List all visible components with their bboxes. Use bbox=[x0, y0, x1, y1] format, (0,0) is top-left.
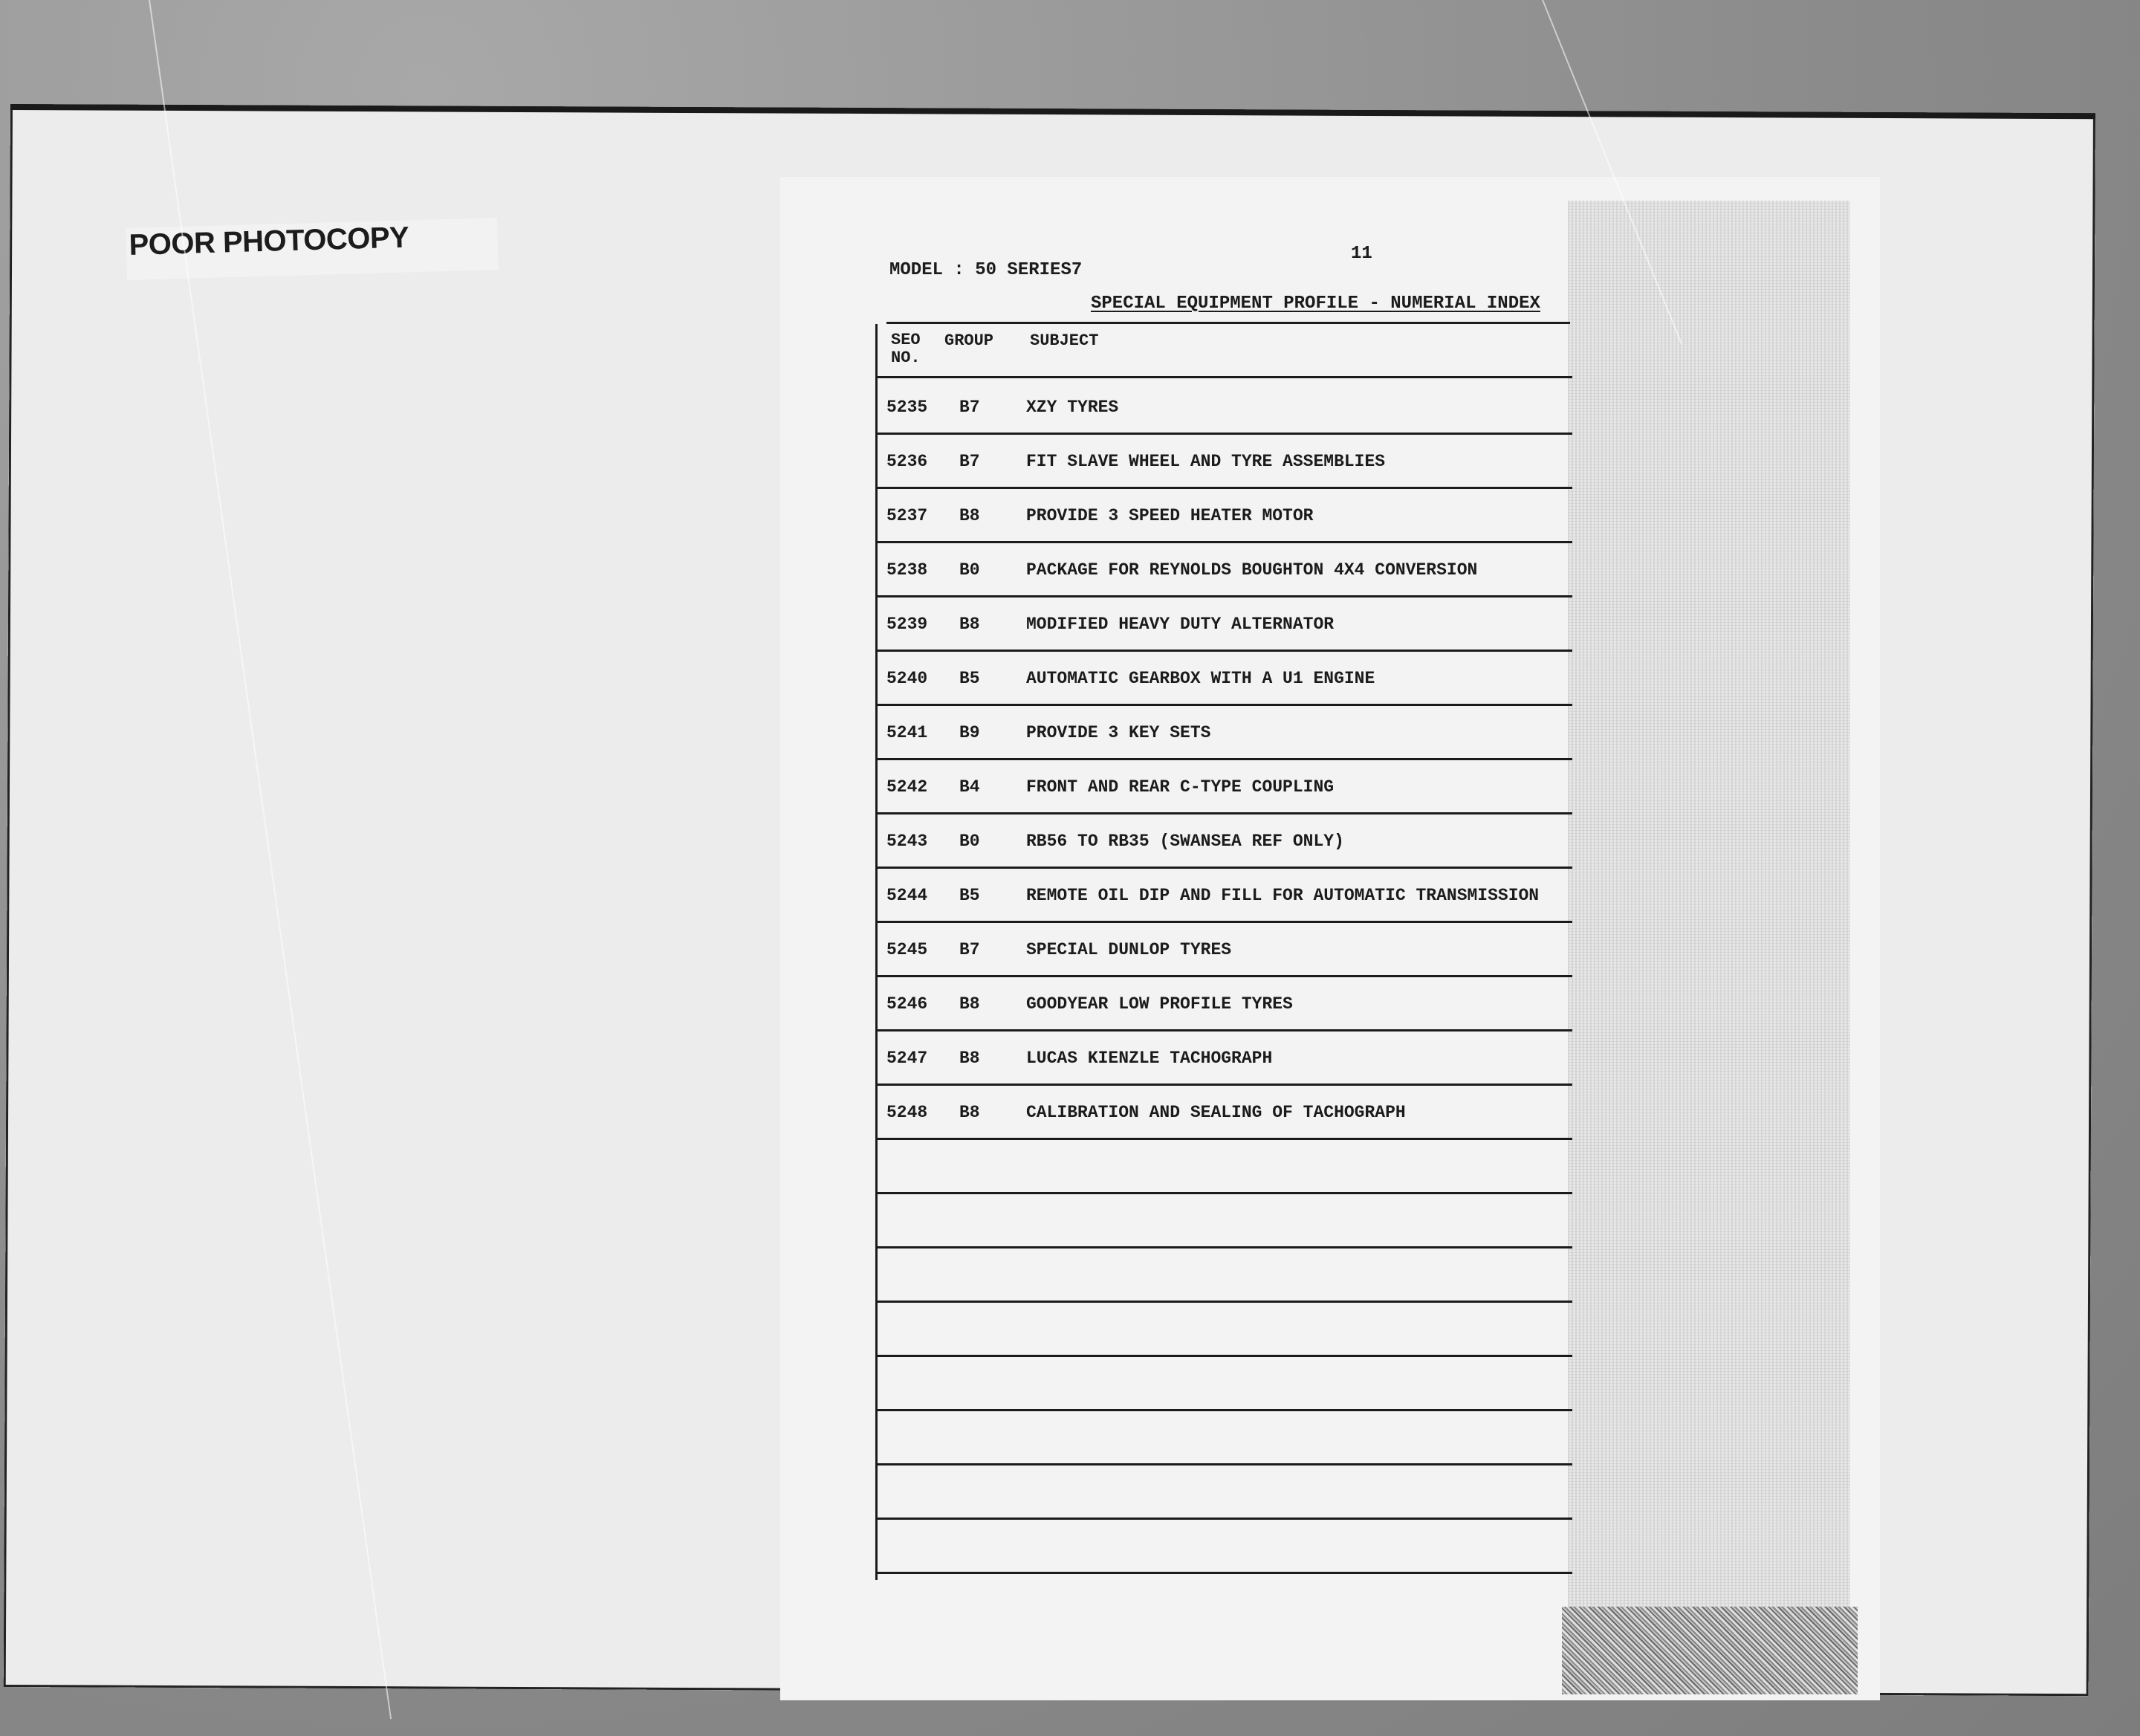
model-line: MODEL : 50 SERIES7 bbox=[889, 260, 1083, 280]
table-row bbox=[878, 1029, 1572, 1086]
subject-cell: PROVIDE 3 SPEED HEATER MOTOR bbox=[1026, 506, 1314, 525]
empty-table-row bbox=[878, 1355, 1572, 1411]
seq-number-cell: 5242 bbox=[886, 777, 928, 797]
subject-cell: SPECIAL DUNLOP TYRES bbox=[1026, 940, 1232, 959]
seq-number-cell: 5235 bbox=[886, 398, 928, 417]
empty-table-row bbox=[878, 1246, 1572, 1303]
table-row bbox=[878, 1084, 1572, 1140]
group-cell: B0 bbox=[959, 832, 980, 851]
empty-table-row bbox=[878, 1301, 1572, 1357]
table-row bbox=[878, 650, 1572, 706]
seq-number-cell: 5236 bbox=[886, 452, 928, 471]
table-row bbox=[878, 595, 1572, 652]
seq-number-cell: 5238 bbox=[886, 560, 928, 580]
table-header bbox=[878, 324, 1572, 378]
seq-number-cell: 5237 bbox=[886, 506, 928, 525]
table-row bbox=[878, 867, 1572, 923]
group-cell: B0 bbox=[959, 560, 980, 580]
header-subject: SUBJECT bbox=[1030, 331, 1099, 350]
header-seq-no: SEO NO. bbox=[891, 331, 921, 367]
subject-cell: MODIFIED HEAVY DUTY ALTERNATOR bbox=[1026, 615, 1335, 634]
subject-cell: GOODYEAR LOW PROFILE TYRES bbox=[1026, 994, 1293, 1014]
empty-table-row bbox=[878, 1518, 1572, 1574]
subject-cell: FIT SLAVE WHEEL AND TYRE ASSEMBLIES bbox=[1026, 452, 1386, 471]
subject-cell: XZY TYRES bbox=[1026, 398, 1119, 417]
seq-number-cell: 5248 bbox=[886, 1103, 928, 1122]
group-cell: B8 bbox=[959, 506, 980, 525]
group-cell: B8 bbox=[959, 615, 980, 634]
group-cell: B8 bbox=[959, 1049, 980, 1068]
subject-cell: CALIBRATION AND SEALING OF TACHOGRAPH bbox=[1026, 1103, 1406, 1122]
subject-cell: PACKAGE FOR REYNOLDS BOUGHTON 4X4 CONVERSION bbox=[1026, 560, 1478, 580]
group-cell: B5 bbox=[959, 669, 980, 688]
table-row bbox=[878, 812, 1572, 869]
seq-number-cell: 5247 bbox=[886, 1049, 928, 1068]
empty-table-row bbox=[878, 1409, 1572, 1465]
table-row bbox=[878, 704, 1572, 760]
group-cell: B5 bbox=[959, 886, 980, 905]
seq-number-cell: 5245 bbox=[886, 940, 928, 959]
seq-number-cell: 5240 bbox=[886, 669, 928, 688]
group-cell: B7 bbox=[959, 940, 980, 959]
subject-cell: REMOTE OIL DIP AND FILL FOR AUTOMATIC TRANSMISSION bbox=[1026, 886, 1540, 905]
poor-photocopy-stamp: POOR PHOTOCOPY bbox=[129, 221, 409, 262]
table-row bbox=[878, 975, 1572, 1031]
empty-table-row bbox=[878, 1192, 1572, 1248]
header-group: GROUP bbox=[944, 331, 994, 350]
subject-cell: LUCAS KIENZLE TACHOGRAPH bbox=[1026, 1049, 1273, 1068]
seq-number-cell: 5244 bbox=[886, 886, 928, 905]
table-row bbox=[878, 758, 1572, 814]
empty-table-row bbox=[878, 1138, 1572, 1194]
numerical-index-table bbox=[875, 324, 1572, 1580]
document-title: SPECIAL EQUIPMENT PROFILE - NUMERIAL INDEX bbox=[1091, 294, 1540, 314]
table-row bbox=[878, 378, 1572, 435]
subject-cell: RB56 TO RB35 (SWANSEA REF ONLY) bbox=[1026, 832, 1344, 851]
seq-number-cell: 5243 bbox=[886, 832, 928, 851]
scan-noise-patch bbox=[1562, 1607, 1858, 1694]
seq-number-cell: 5239 bbox=[886, 615, 928, 634]
subject-cell: PROVIDE 3 KEY SETS bbox=[1026, 723, 1211, 742]
seq-number-cell: 5241 bbox=[886, 723, 928, 742]
table-row bbox=[878, 487, 1572, 543]
page-number: 11 bbox=[1351, 244, 1372, 264]
group-cell: B8 bbox=[959, 994, 980, 1014]
group-cell: B8 bbox=[959, 1103, 980, 1122]
subject-cell: AUTOMATIC GEARBOX WITH A U1 ENGINE bbox=[1026, 669, 1375, 688]
group-cell: B7 bbox=[959, 452, 980, 471]
table-row bbox=[878, 541, 1572, 597]
table-row bbox=[878, 433, 1572, 489]
group-cell: B7 bbox=[959, 398, 980, 417]
group-cell: B9 bbox=[959, 723, 980, 742]
empty-table-row bbox=[878, 1463, 1572, 1520]
subject-cell: FRONT AND REAR C-TYPE COUPLING bbox=[1026, 777, 1335, 797]
scan-noise-strip bbox=[1568, 201, 1850, 1687]
seq-number-cell: 5246 bbox=[886, 994, 928, 1014]
group-cell: B4 bbox=[959, 777, 980, 797]
table-row bbox=[878, 921, 1572, 977]
